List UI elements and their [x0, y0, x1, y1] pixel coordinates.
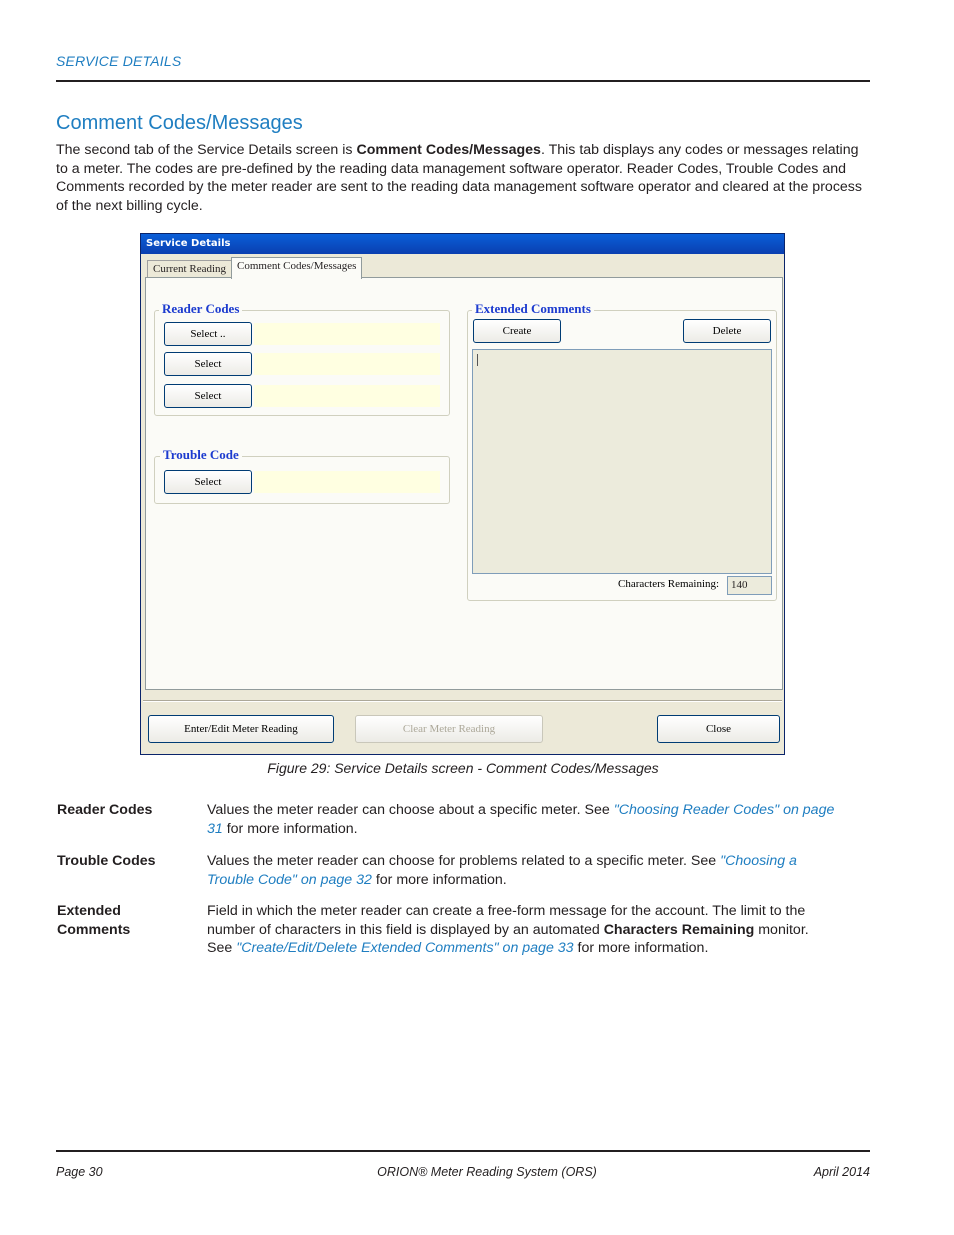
definition-text: Values the meter reader can choose about a specific meter. See "Choosing Reader Codes" on page 31 for more information. [207, 802, 835, 837]
footer-page-number: Page 30 [56, 1165, 103, 1179]
characters-remaining-value: 140 [727, 576, 772, 595]
extended-comments-textarea[interactable] [472, 349, 772, 574]
section-header: SERVICE DETAILS [56, 53, 182, 69]
definition-text: Field in which the meter reader can create a free-form message for the account. The limit to the number of characters in this field is displayed by an automated Characters Remaining monitor. See "Create/Edit/Delete Extended Comments" on page 33 for more information. [207, 903, 809, 957]
enter-edit-meter-reading-button[interactable]: Enter/Edit Meter Reading [148, 715, 334, 743]
trouble-code-field [254, 471, 440, 493]
tab-comment-codes[interactable]: Comment Codes/Messages [231, 257, 362, 279]
definition-term: Extended Comments [57, 903, 131, 938]
reader-codes-link[interactable]: "Choosing Reader Codes" on page 31 [207, 802, 835, 837]
window-titlebar: Service Details [141, 234, 784, 254]
reader-code-field-2 [254, 353, 440, 375]
page-title: Comment Codes/Messages [56, 112, 303, 134]
footer-rule [56, 1150, 870, 1152]
footer-date: April 2014 [813, 1165, 870, 1179]
tab-panel [145, 277, 783, 690]
trouble-code-title: Trouble Code [160, 447, 242, 463]
definition-text: Values the meter reader can choose for problems related to a specific meter. See "Choosing a Trouble Code" on page 32 for more information. [207, 853, 797, 888]
close-button[interactable]: Close [657, 715, 780, 743]
intro-paragraph: The second tab of the Service Details screen is Comment Codes/Messages. This tab displays any codes or messages relating to a meter. The codes are pre-defined by the reading data management software operator. Reader Codes, Trouble Codes and Comments recorded by the meter reader are sent to the reading data management software operator and cleared at the process of the next billing cycle. [56, 142, 862, 215]
definition-term: Reader Codes [57, 802, 153, 818]
characters-remaining-label: Characters Remaining: [618, 578, 720, 590]
create-comment-button[interactable]: Create [473, 319, 561, 343]
window-body [143, 254, 782, 752]
reader-code-select-button-3[interactable]: Select [164, 384, 252, 408]
trouble-code-select-button[interactable]: Select [164, 470, 252, 494]
clear-meter-reading-button[interactable]: Clear Meter Reading [355, 715, 543, 743]
trouble-code-link[interactable]: "Choosing a Trouble Code" on page 32 [207, 853, 797, 888]
reader-code-field-1 [254, 323, 440, 345]
reader-codes-title: Reader Codes [159, 301, 242, 317]
reader-code-field-3 [254, 385, 440, 407]
definition-term: Trouble Codes [57, 853, 156, 869]
extended-comments-title: Extended Comments [472, 301, 594, 317]
reader-code-select-button-1[interactable]: Select .. [164, 322, 252, 346]
footer-separator [143, 700, 782, 702]
text-caret [477, 354, 478, 366]
header-rule [56, 80, 870, 82]
service-details-window [140, 233, 785, 755]
tab-current-reading[interactable]: Current Reading [147, 260, 232, 278]
reader-code-select-button-2[interactable]: Select [164, 352, 252, 376]
delete-comment-button[interactable]: Delete [683, 319, 771, 343]
footer-product: ORION® Meter Reading System (ORS) [377, 1165, 597, 1179]
figure-caption: Figure 29: Service Details screen - Comment Codes/Messages [267, 760, 659, 776]
extended-comments-link[interactable]: "Create/Edit/Delete Extended Comments" on page 33 [236, 940, 574, 957]
